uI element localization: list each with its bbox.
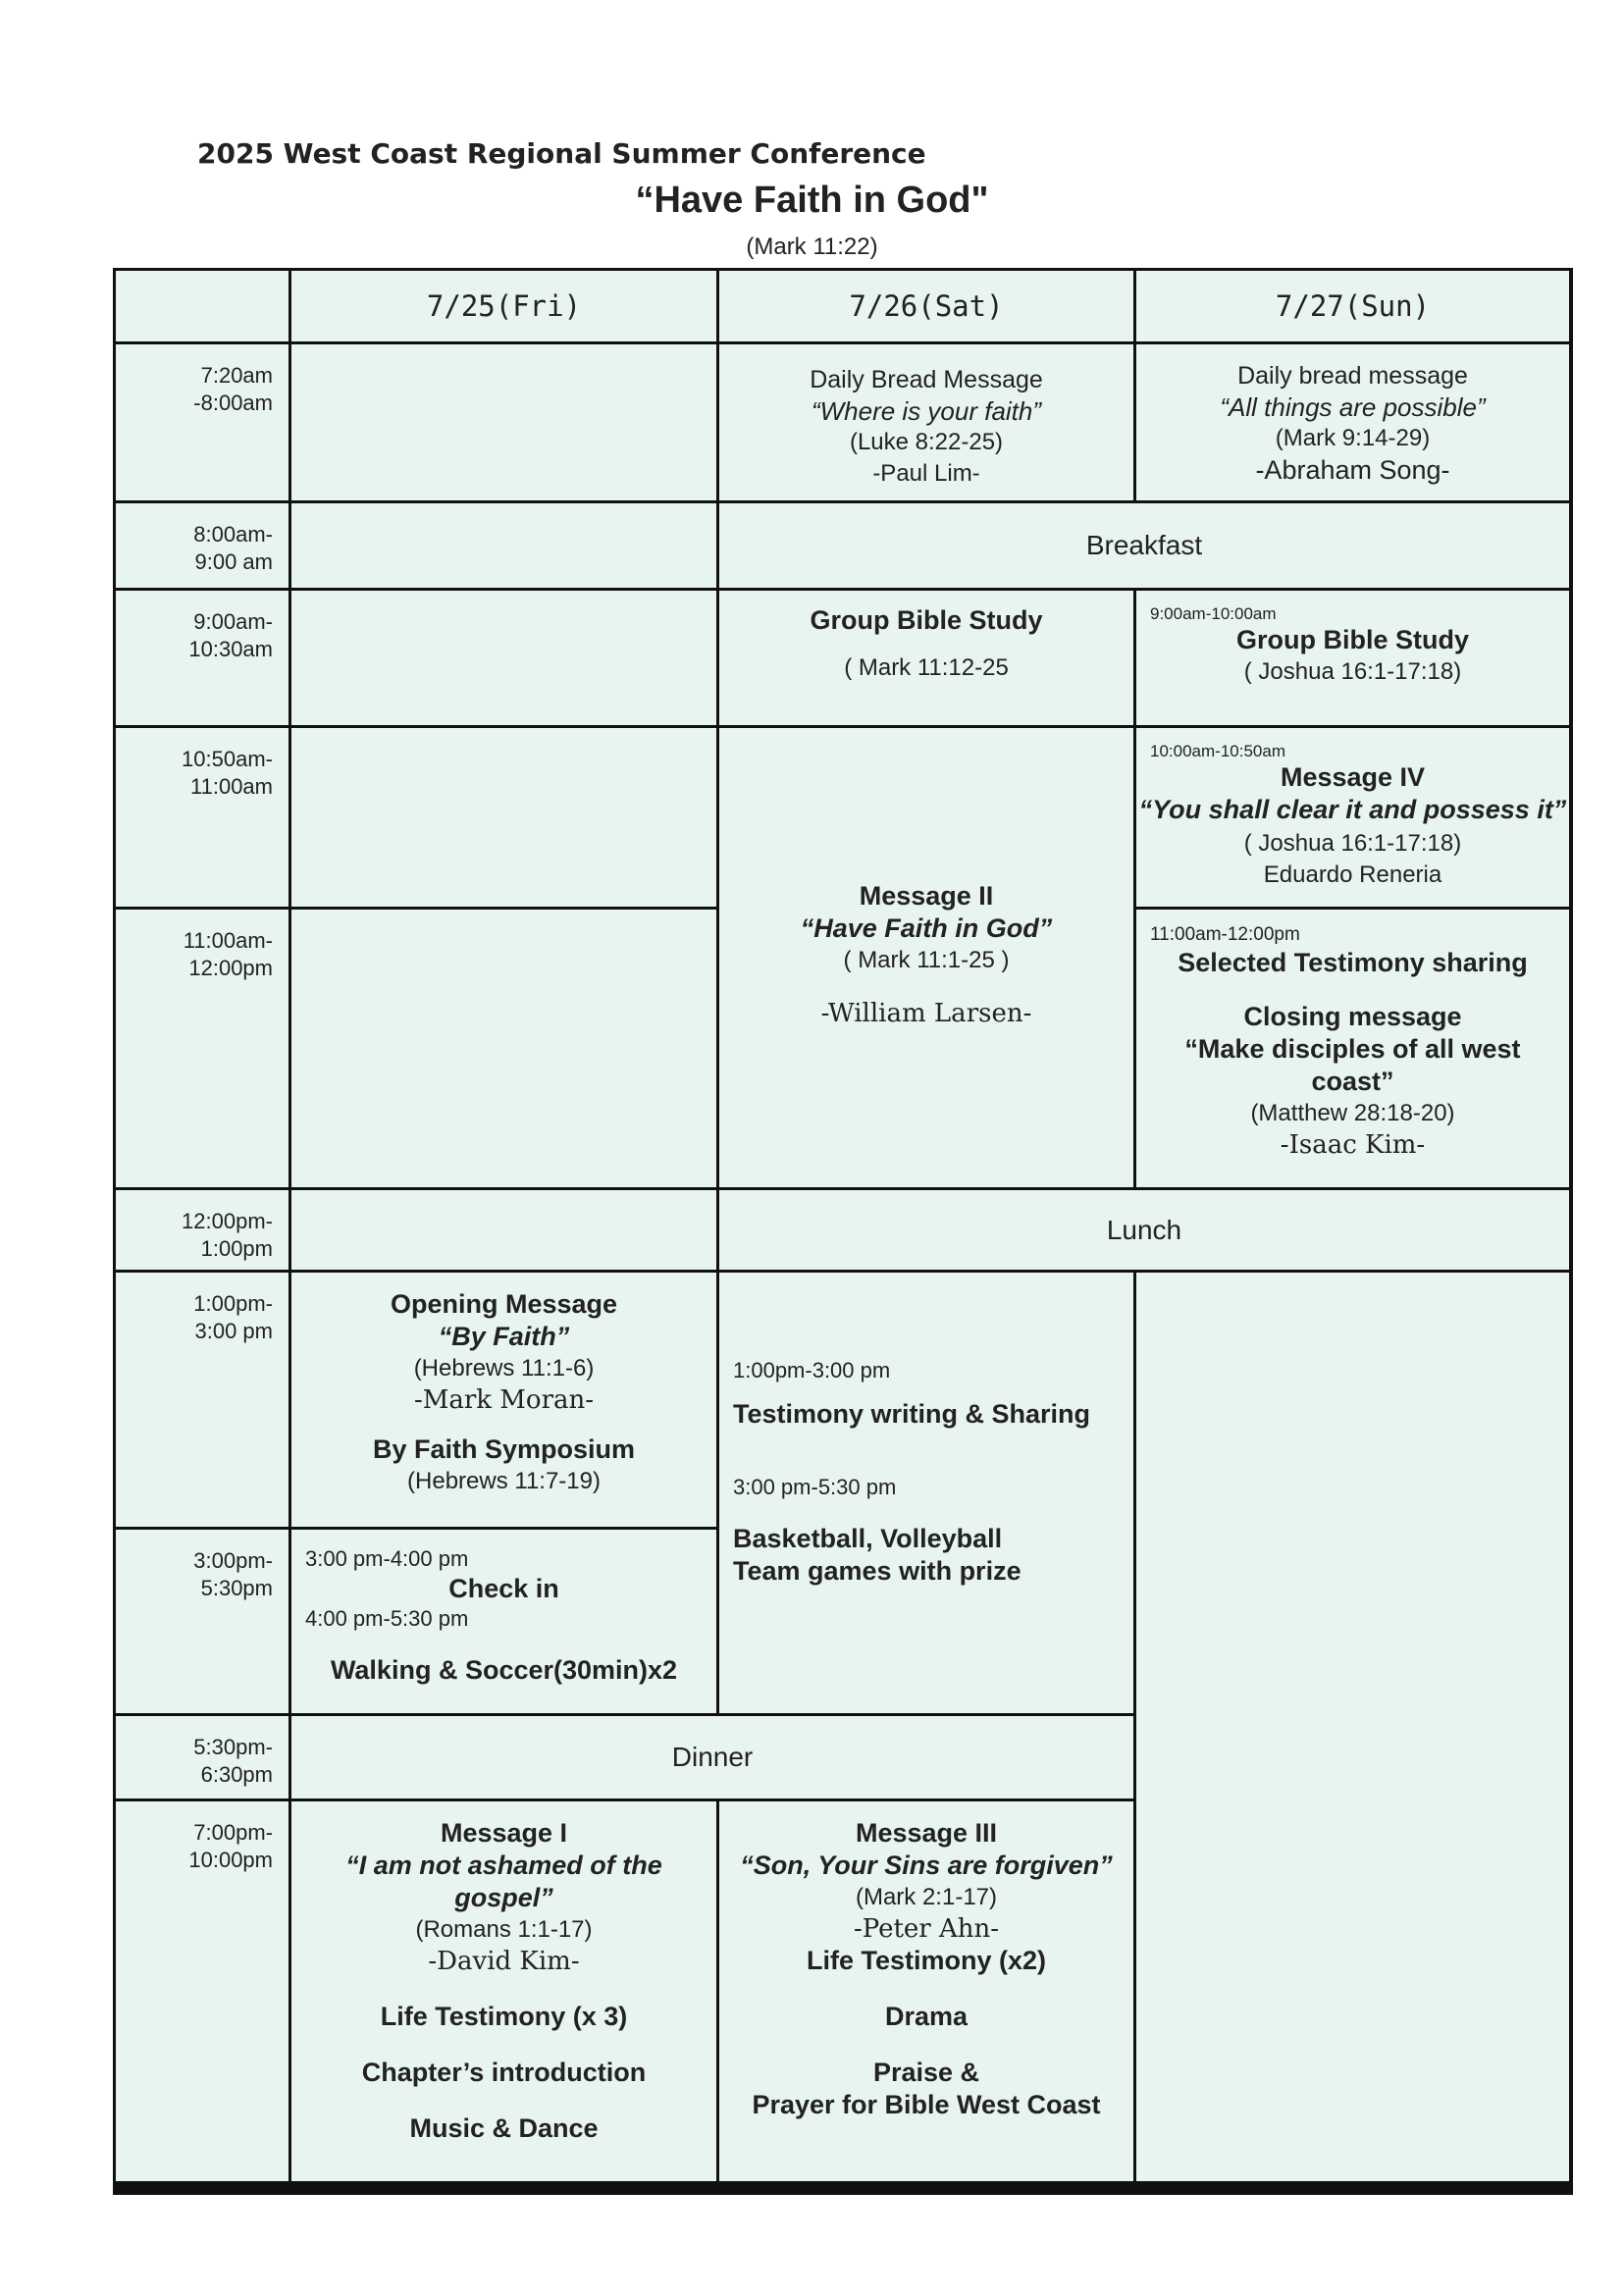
- theme-title: “Have Faith in God": [635, 180, 989, 221]
- symposium-ref: (Hebrews 11:7-19): [407, 1468, 601, 1494]
- empty-cell: [291, 1190, 716, 1270]
- empty-cell: [291, 344, 716, 500]
- time-slot: 5:30pm- 6:30pm: [116, 1716, 288, 1799]
- time-slot: 7:00pm- 10:00pm: [116, 1801, 288, 2181]
- bible-study-title: Group Bible Study: [810, 605, 1043, 635]
- time-slot: 8:00am- 9:00 am: [116, 503, 288, 588]
- corner-cell: [116, 271, 288, 341]
- lunch-cell: Lunch: [719, 1190, 1569, 1270]
- closing-title: Closing message: [1243, 1002, 1462, 1031]
- message-ref: ( Mark 11:1-25 ): [843, 947, 1010, 973]
- sat-message-ii: [719, 728, 1133, 1187]
- empty-cell: [291, 910, 716, 1187]
- activity-time: 4:00 pm-5:30 pm: [305, 1606, 469, 1631]
- sun-closing-message: [1136, 910, 1569, 1187]
- day-header-fri: 7/25(Fri): [291, 271, 716, 341]
- day-header-sun: 7/27(Sun): [1136, 271, 1569, 341]
- sat-message-iii: [719, 1801, 1133, 2181]
- daily-bread-ref: (Luke 8:22-25): [849, 429, 1004, 455]
- theme-reference: (Mark 11:22): [746, 234, 878, 260]
- program-item: Praise &: [872, 2058, 980, 2087]
- program-item: Life Testimony (x 3): [380, 2002, 628, 2031]
- message-subtitle: “You shall clear it and possess it”: [1138, 795, 1567, 824]
- message-speaker: -David Kim-: [428, 1947, 580, 1976]
- checkin-title: Check in: [448, 1574, 559, 1603]
- message-title: Opening Message: [390, 1289, 618, 1319]
- bible-study-title: Group Bible Study: [1235, 625, 1469, 654]
- sat-group-bible-study: [719, 591, 1133, 725]
- bible-study-time: 9:00am-10:00am: [1150, 604, 1277, 623]
- daily-bread-title: “All things are possible”: [1220, 392, 1486, 422]
- program-item: Chapter’s introduction: [361, 2058, 647, 2087]
- message-speaker: -Mark Moran-: [413, 1385, 595, 1415]
- conference-title: 2025 West Coast Regional Summer Conference: [197, 137, 926, 170]
- time-slot: 3:00pm- 5:30pm: [116, 1530, 288, 1713]
- closing-subtitle: “Make disciples of all west coast”: [1184, 1034, 1521, 1096]
- message-subtitle: “Son, Your Sins are forgiven”: [740, 1851, 1113, 1880]
- message-title: Message I: [440, 1818, 568, 1848]
- daily-bread-speaker: -Abraham Song-: [1255, 455, 1450, 485]
- program-item: Drama: [884, 2002, 969, 2031]
- daily-bread-label: Daily Bread Message: [810, 366, 1043, 393]
- daily-bread-title: “Where is your faith”: [811, 396, 1042, 426]
- activity-time: 3:00 pm-5:30 pm: [733, 1475, 897, 1499]
- message-speaker: Eduardo Reneria: [1263, 861, 1442, 888]
- dinner-cell: Dinner: [291, 1716, 1133, 1799]
- empty-cell: [1136, 1273, 1569, 2181]
- message-ref: (Romans 1:1-17): [415, 1916, 593, 1943]
- program-item: Prayer for Bible West Coast: [752, 2090, 1101, 2119]
- bible-study-ref: ( Joshua 16:1-17:18): [1243, 658, 1462, 685]
- sun-daily-bread: [1136, 344, 1569, 500]
- message-ref: (Mark 2:1-17): [855, 1884, 998, 1910]
- message-ref: ( Joshua 16:1-17:18): [1243, 830, 1462, 857]
- breakfast-cell: Breakfast: [719, 503, 1569, 588]
- symposium-title: By Faith Symposium: [372, 1434, 636, 1464]
- time-slot: 1:00pm- 3:00 pm: [116, 1273, 288, 1527]
- closing-speaker: -Isaac Kim-: [1280, 1130, 1426, 1160]
- time-slot: 12:00pm- 1:00pm: [116, 1190, 288, 1270]
- activity-title: Basketball, Volleyball: [733, 1524, 1003, 1553]
- closing-ref: (Matthew 28:18-20): [1250, 1100, 1455, 1126]
- day-header-sat: 7/26(Sat): [719, 271, 1133, 341]
- empty-cell: [291, 728, 716, 907]
- message-title: Message II: [859, 881, 994, 911]
- message-time: 10:00am-10:50am: [1150, 742, 1285, 760]
- time-slot: 11:00am- 12:00pm: [116, 910, 288, 1187]
- empty-cell: [291, 591, 716, 725]
- message-title: Message III: [855, 1818, 998, 1848]
- time-slot: 9:00am- 10:30am: [116, 591, 288, 725]
- activity-time: 1:00pm-3:00 pm: [733, 1358, 891, 1382]
- fri-check-in: [291, 1530, 716, 1713]
- daily-bread-ref: (Mark 9:14-29): [1275, 425, 1431, 451]
- time-slot: 10:50am- 11:00am: [116, 728, 288, 907]
- message-speaker: -William Larsen-: [820, 999, 1032, 1028]
- message-subtitle: “I am not ashamed of the gospel”: [345, 1851, 662, 1912]
- fri-message-i: [291, 1801, 716, 2181]
- program-item: Music & Dance: [409, 2113, 599, 2143]
- message-ref: (Hebrews 11:1-6): [413, 1355, 595, 1382]
- activity-title: Testimony writing & Sharing: [733, 1399, 1091, 1429]
- sat-daily-bread: [719, 344, 1133, 500]
- message-subtitle: “Have Faith in God”: [800, 913, 1053, 943]
- testimony-sharing: Selected Testimony sharing: [1178, 948, 1528, 977]
- program-item: Life Testimony (x2): [806, 1946, 1047, 1975]
- checkin-time: 3:00 pm-4:00 pm: [305, 1546, 469, 1571]
- time-slot: 7:20am -8:00am: [116, 344, 288, 500]
- bible-study-ref: ( Mark 11:12-25: [844, 654, 1009, 681]
- sun-message-iv: [1136, 728, 1569, 907]
- daily-bread-label: Daily bread message: [1237, 362, 1468, 390]
- closing-time: 11:00am-12:00pm: [1150, 924, 1300, 945]
- empty-cell: [291, 503, 716, 588]
- fri-opening-message: [291, 1273, 716, 1527]
- activity-title: Team games with prize: [733, 1556, 1022, 1586]
- message-title: Message IV: [1280, 762, 1426, 792]
- sat-afternoon-activities: [719, 1273, 1133, 1713]
- schedule-table: [113, 268, 1573, 2195]
- activity-title: Walking & Soccer(30min)x2: [330, 1655, 678, 1685]
- sun-group-bible-study: [1136, 591, 1569, 725]
- daily-bread-speaker: -Paul Lim-: [872, 460, 980, 487]
- message-speaker: -Peter Ahn-: [853, 1914, 1000, 1944]
- message-subtitle: “By Faith”: [438, 1322, 570, 1351]
